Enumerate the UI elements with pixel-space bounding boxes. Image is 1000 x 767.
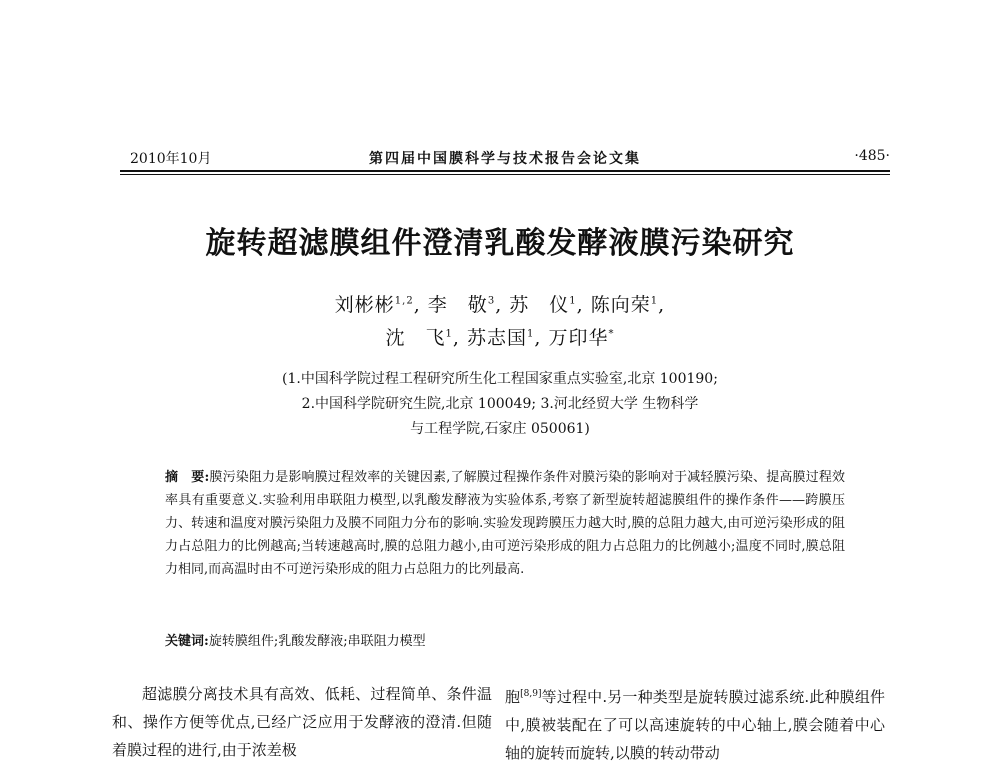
author-name: 陈向荣 [590,294,651,316]
authors-line-1: 刘彬彬$^{1,2}$, 李 敬$^3$, 苏 仪$^1$, 陈向荣$^1$, [334,294,666,316]
affiliation-line-3: 与工程学院,石家庄 050061) [410,421,590,437]
keywords-label: 关键词: [165,634,209,649]
author-name: 苏志国 [466,327,527,349]
abstract [165,466,845,581]
author-name: 李 敬 [427,294,488,316]
body-right-column [505,680,885,767]
body-left-column: 超滤膜分离技术具有高效、低耗、过程简单、条件温和、操作方便等优点,已经广泛应用于发酵液的澄清.但随着膜过程的进行,由于浓差极 [112,685,492,759]
header-date: 2010年10月 [130,151,212,167]
header-rule-thin [120,174,890,175]
author-affil-mark: 3 [487,295,496,307]
header-page-number: ·485· [854,148,890,164]
author-name: 刘彬彬 [334,294,395,316]
author-name: 万印华 [548,327,609,349]
author-affil-mark: 1 [569,295,577,307]
keywords [165,630,845,649]
affiliation-line-1: (1.中国科学院过程工程研究所生化工程国家重点实验室,北京 100190; [282,371,718,387]
affiliation-line-2: 2.中国科学院研究生院,北京 100049; 3.河北经贸大学 生物科学 [301,396,699,412]
author-affil-mark: 1,2 [394,295,414,307]
running-header [120,148,890,170]
author-name: 沈 飞 [385,327,446,349]
citation-mark: [8,9] [520,689,542,699]
author-name: 苏 仪 [509,294,570,316]
header-rule-thick [120,170,890,172]
authors-line-2: 沈 飞$^1$, 苏志国$^1$, 万印华* [385,327,615,349]
right-column-text: 等过程中.另一种类型是旋转膜过滤系统.此种膜组件中,膜被装配在了可以高速旋转的中心轴上,膜会随着中心轴的旋转而旋转,以膜的转动带动 [505,688,885,762]
keywords-text: 旋转膜组件;乳酸发酵液;串联阻力模型 [208,634,426,649]
author-affil-mark: 1 [527,328,535,340]
abstract-text: 膜污染阻力是影响膜过程效率的关键因素,了解膜过程操作条件对膜污染的影响对于减轻膜污染、提高膜过程效率具有重要意义.实验利用串联阻力模型,以乳酸发酵液为实验体系,考察了新型旋转超滤膜组件的操作条件——跨膜压力、转速和温度对膜污染阻力及膜不同阻力分布的影响.实验发现跨膜压力越大时,膜的总阻力越大,由可逆污染形成的阻力占总阻力的比例越高;当转速越高时,膜的总阻力越小,由可逆污染形成的阻力占总阻力的比例越小;温度不同时,膜总阻力相同,而高温时由不可逆污染形成的阻力占总阻力的比列最高. [165,470,845,577]
author-affil-mark: 1 [445,328,453,340]
abstract-label: 摘 要: [165,470,210,485]
author-affil-mark: 1 [650,295,659,307]
author-affil-mark: * [608,328,615,340]
right-column-prefix: 胞 [505,688,521,706]
header-journal-title: 第四届中国膜科学与技术报告会论文集 [369,151,641,167]
paper-title: 旋转超滤膜组件澄清乳酸发酵液膜污染研究 [205,226,795,261]
